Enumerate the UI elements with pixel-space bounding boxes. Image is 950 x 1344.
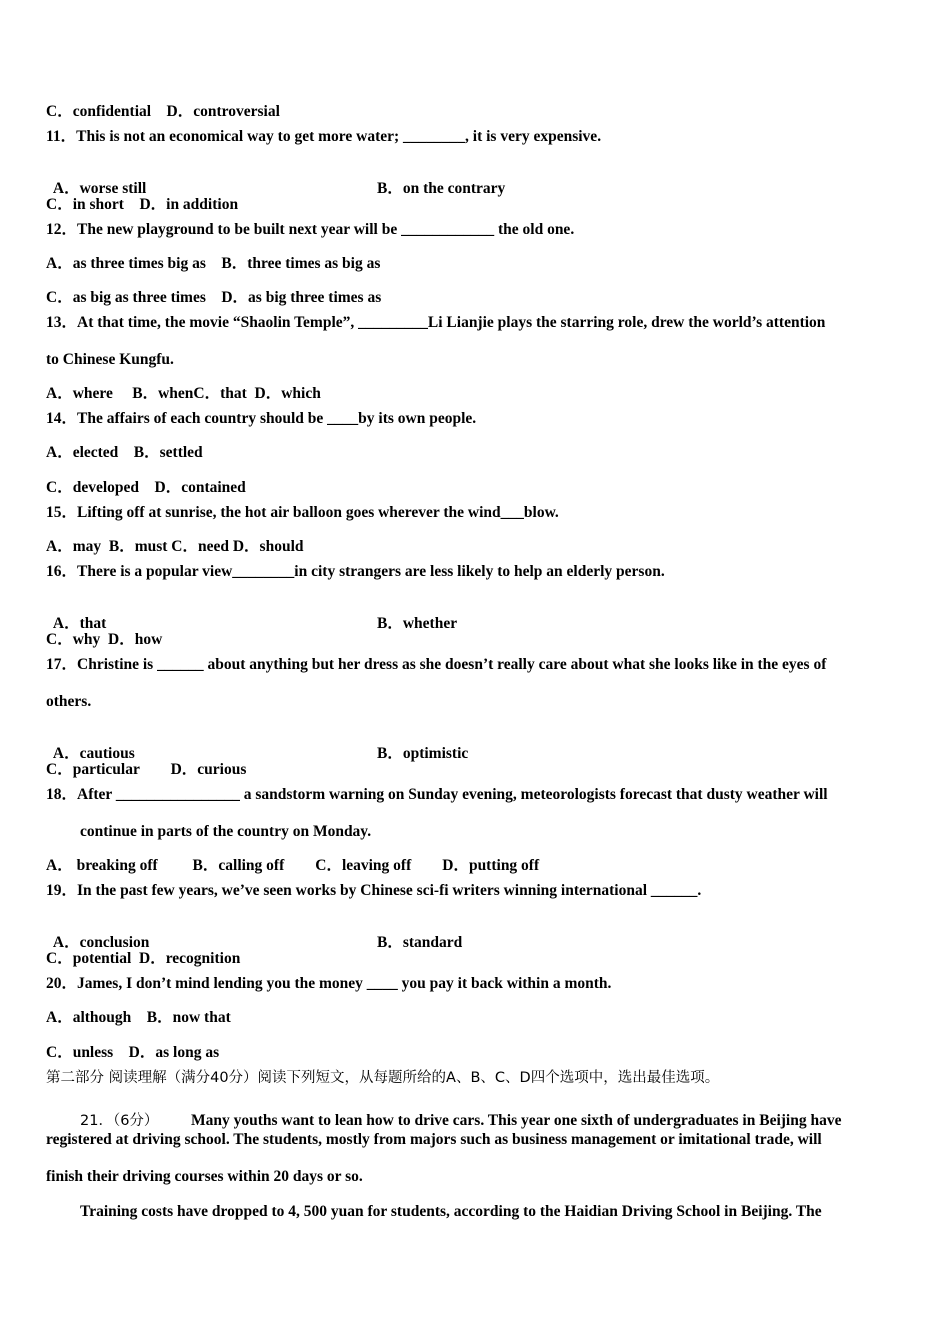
- q18-stem-cont: continue in parts of the country on Monday.: [80, 823, 372, 840]
- q11-options-ab: [46, 162, 506, 198]
- q20-options-cd: C．unless D．as long as: [46, 1044, 220, 1061]
- option-b: B．standard: [377, 934, 463, 951]
- q13-stem: 13．At that time, the movie “Shaolin Temple”, _________Li Lianjie plays the starring role, drew the world’s attention: [46, 314, 826, 331]
- q13-stem-cont: to Chinese Kungfu.: [46, 351, 174, 368]
- q11-stem: 11．This is not an economical way to get more water; ________, it is very expensive.: [46, 128, 602, 145]
- passage-text: Training costs have dropped to 4, 500 yuan for students, according to the Haidian Driving School in Beijing. The: [80, 1203, 822, 1220]
- q16-options-cd: C．why D．how: [46, 631, 163, 648]
- q18-options: A． breaking off B．calling off C．leaving off D．putting off: [46, 857, 540, 874]
- q17-options-cd: C．particular D．curious: [46, 761, 247, 778]
- q13-options: A．where B．whenC．that D．which: [46, 385, 321, 402]
- option-a: A．cautious: [52, 745, 135, 762]
- q15-options: A．may B．must C．need D．should: [46, 538, 304, 555]
- q12-stem: 12．The new playground to be built next year will be ____________ the old one.: [46, 221, 575, 238]
- q15-stem: 15．Lifting off at sunrise, the hot air balloon goes wherever the wind___blow.: [46, 504, 559, 521]
- q16-options-ab: [46, 597, 458, 633]
- q19-options-cd: C．potential D．recognition: [46, 950, 241, 967]
- q14-stem: 14．The affairs of each country should be ____by its own people.: [46, 410, 477, 427]
- passage-intro: [46, 1094, 842, 1130]
- passage-text: Many youths want to lean how to drive cars. This year one sixth of undergraduates in Beijing have: [191, 1112, 842, 1129]
- q16-stem: 16．There is a popular view________in city strangers are less likely to help an elderly person.: [46, 563, 665, 580]
- option-a: A．conclusion: [52, 934, 150, 951]
- option-a: A．that: [52, 615, 107, 632]
- q17-stem: 17．Christine is ______ about anything but her dress as she doesn’t really care about what she looks like in the eyes of: [46, 656, 827, 673]
- option-b: B．on the contrary: [377, 180, 506, 197]
- q17-options-ab: [46, 727, 469, 763]
- option-a: A．worse still: [52, 180, 147, 197]
- q20-options-ab: A．although B．now that: [46, 1009, 231, 1026]
- q12-options-ab: A．as three times big as B．three times as big as: [46, 255, 381, 272]
- q14-options-ab: A．elected B．settled: [46, 444, 203, 461]
- q21-label: 21．（6分）: [80, 1113, 159, 1129]
- q11-options-cd: C．in short D．in addition: [46, 196, 239, 213]
- option-b: B．optimistic: [377, 745, 469, 762]
- q19-stem: 19．In the past few years, we’ve seen works by Chinese sci-fi writers winning international ______.: [46, 882, 702, 899]
- q12-options-cd: C．as big as three times D．as big three times as: [46, 289, 382, 306]
- q20-stem: 20．James, I don’t mind lending you the money ____ you pay it back within a month.: [46, 975, 612, 992]
- passage-text: finish their driving courses within 20 days or so.: [46, 1168, 363, 1185]
- q10-options-cd: C．confidential D．controversial: [46, 103, 280, 120]
- section-heading: 第二部分 阅读理解（满分40分）阅读下列短文，从每题所给的A、B、C、D四个选项中，选出最佳选项。: [46, 1070, 720, 1086]
- q18-stem: 18．After ________________ a sandstorm warning on Sunday evening, meteorologists forecast that dusty weather will: [46, 786, 828, 803]
- q17-stem-cont: others.: [46, 693, 92, 710]
- q19-options-ab: [46, 916, 463, 952]
- option-b: B．whether: [377, 615, 458, 632]
- q14-options-cd: C．developed D．contained: [46, 479, 246, 496]
- passage-text: registered at driving school. The students, mostly from majors such as business management or imitational trade, will: [46, 1131, 822, 1148]
